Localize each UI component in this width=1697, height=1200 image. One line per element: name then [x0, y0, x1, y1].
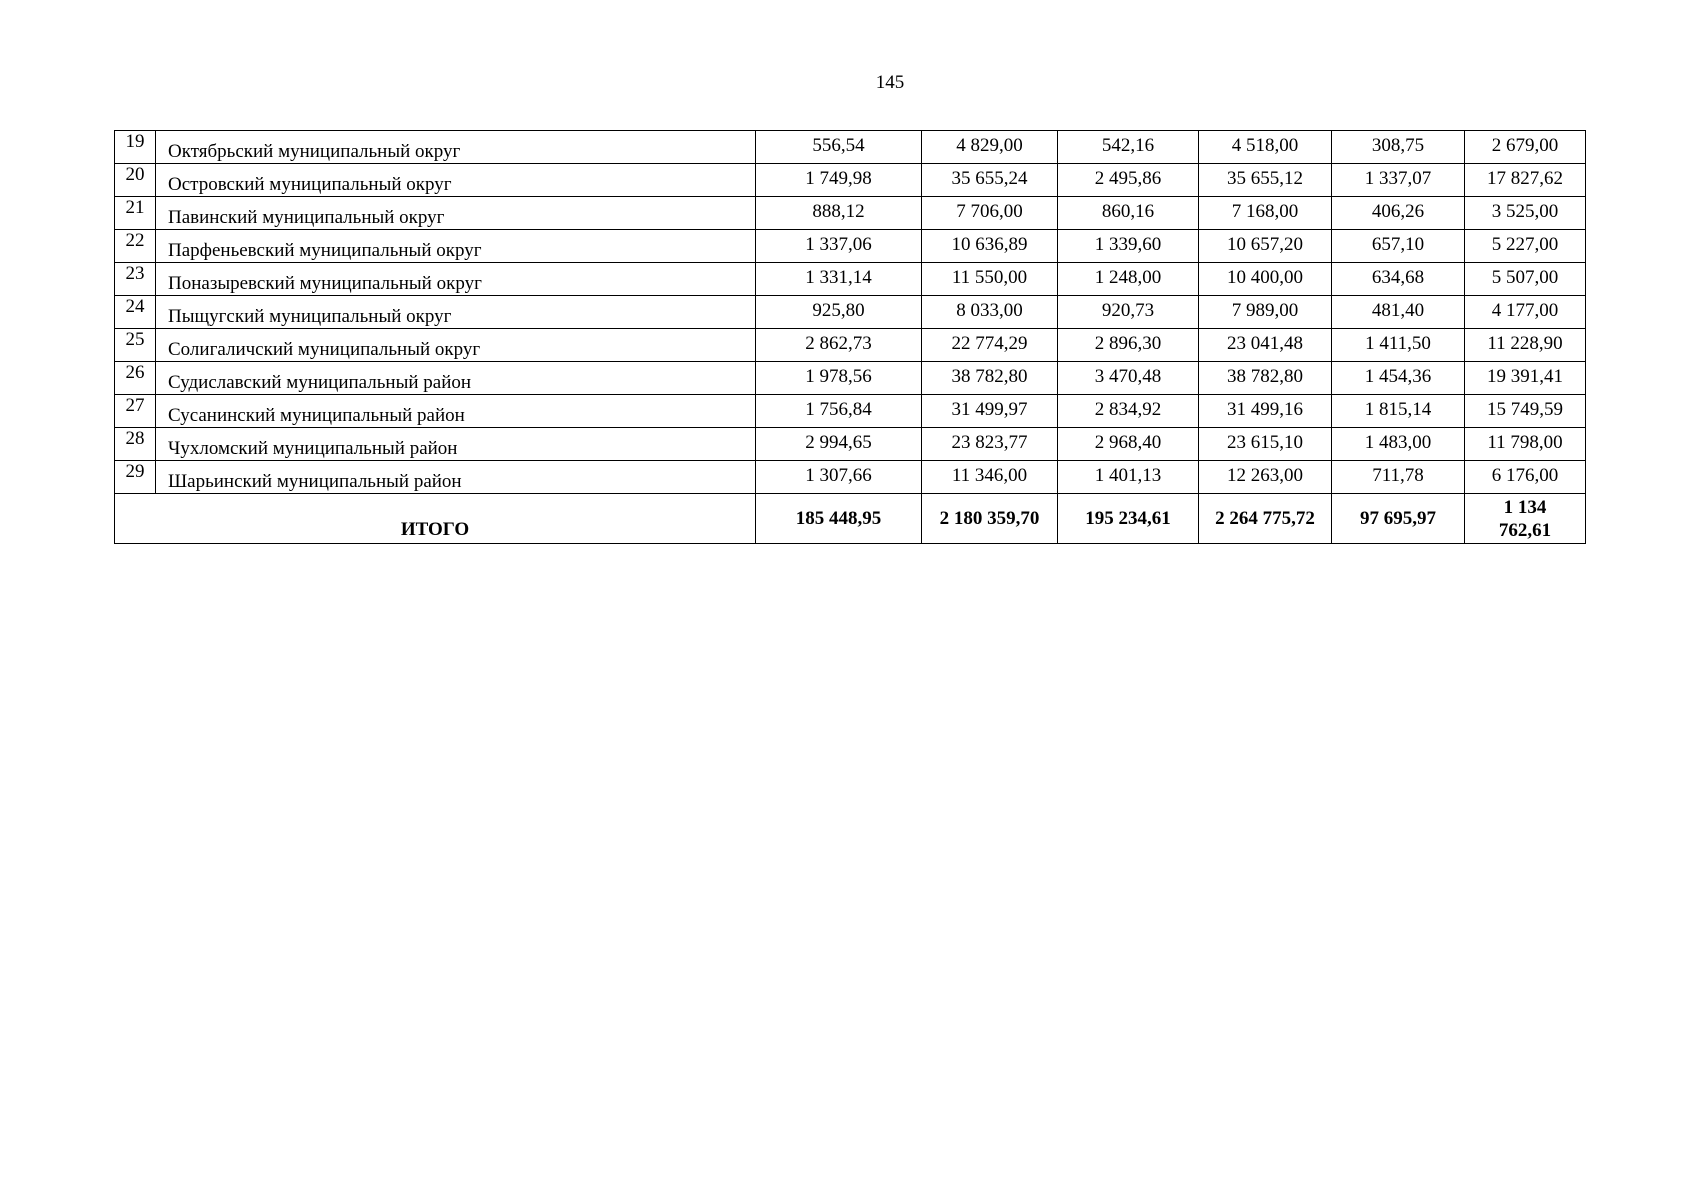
page-number: 145 — [875, 72, 905, 93]
value-cell: 406,26 — [1332, 197, 1465, 230]
value-cell: 38 782,80 — [922, 362, 1058, 395]
total-cell: 97 695,97 — [1332, 494, 1465, 544]
municipality-name: Островский муниципальный округ — [156, 164, 756, 197]
value-cell: 10 636,89 — [922, 230, 1058, 263]
value-cell: 1 248,00 — [1058, 263, 1199, 296]
value-cell: 23 615,10 — [1199, 428, 1332, 461]
value-cell: 308,75 — [1332, 131, 1465, 164]
municipality-name: Парфеньевский муниципальный округ — [156, 230, 756, 263]
row-number: 29 — [115, 461, 156, 494]
value-cell: 481,40 — [1332, 296, 1465, 329]
value-cell: 860,16 — [1058, 197, 1199, 230]
value-cell: 2 834,92 — [1058, 395, 1199, 428]
value-cell: 1 454,36 — [1332, 362, 1465, 395]
value-cell: 1 307,66 — [756, 461, 922, 494]
table-row — [115, 395, 1586, 428]
value-cell: 2 968,40 — [1058, 428, 1199, 461]
table-row — [115, 461, 1586, 494]
total-cell: 185 448,95 — [756, 494, 922, 544]
value-cell: 2 994,65 — [756, 428, 922, 461]
value-cell: 19 391,41 — [1465, 362, 1586, 395]
value-cell: 23 041,48 — [1199, 329, 1332, 362]
value-cell: 711,78 — [1332, 461, 1465, 494]
value-cell: 1 815,14 — [1332, 395, 1465, 428]
value-cell: 3 525,00 — [1465, 197, 1586, 230]
value-cell: 1 978,56 — [756, 362, 922, 395]
row-number: 23 — [115, 263, 156, 296]
table-row — [115, 362, 1586, 395]
value-cell: 925,80 — [756, 296, 922, 329]
total-last-line1: 1 134 — [1503, 496, 1547, 518]
table-body — [115, 131, 1586, 494]
value-cell: 5 507,00 — [1465, 263, 1586, 296]
value-cell: 31 499,16 — [1199, 395, 1332, 428]
value-cell: 2 495,86 — [1058, 164, 1199, 197]
value-cell: 1 756,84 — [756, 395, 922, 428]
value-cell: 4 518,00 — [1199, 131, 1332, 164]
value-cell: 1 483,00 — [1332, 428, 1465, 461]
value-cell: 634,68 — [1332, 263, 1465, 296]
municipality-name: Солигаличский муниципальный округ — [156, 329, 756, 362]
value-cell: 23 823,77 — [922, 428, 1058, 461]
value-cell: 6 176,00 — [1465, 461, 1586, 494]
table-row — [115, 131, 1586, 164]
value-cell: 5 227,00 — [1465, 230, 1586, 263]
total-cell: 195 234,61 — [1058, 494, 1199, 544]
row-number: 20 — [115, 164, 156, 197]
value-cell: 1 401,13 — [1058, 461, 1199, 494]
value-cell: 920,73 — [1058, 296, 1199, 329]
row-number: 26 — [115, 362, 156, 395]
total-cell — [1465, 494, 1586, 544]
table-row — [115, 230, 1586, 263]
value-cell: 10 400,00 — [1199, 263, 1332, 296]
value-cell: 7 168,00 — [1199, 197, 1332, 230]
value-cell: 2 862,73 — [756, 329, 922, 362]
municipality-name: Поназыревский муниципальный округ — [156, 263, 756, 296]
municipality-name: Судиславский муниципальный район — [156, 362, 756, 395]
value-cell: 1 339,60 — [1058, 230, 1199, 263]
municipality-name: Павинский муниципальный округ — [156, 197, 756, 230]
value-cell: 657,10 — [1332, 230, 1465, 263]
budget-table — [114, 130, 1586, 544]
value-cell: 8 033,00 — [922, 296, 1058, 329]
value-cell: 22 774,29 — [922, 329, 1058, 362]
value-cell: 12 263,00 — [1199, 461, 1332, 494]
municipality-name: Сусанинский муниципальный район — [156, 395, 756, 428]
total-last-line2: 762,61 — [1498, 519, 1552, 541]
total-cell: 2 180 359,70 — [922, 494, 1058, 544]
value-cell: 11 228,90 — [1465, 329, 1586, 362]
table-row — [115, 428, 1586, 461]
value-cell: 35 655,12 — [1199, 164, 1332, 197]
table-row — [115, 197, 1586, 230]
value-cell: 31 499,97 — [922, 395, 1058, 428]
value-cell: 1 411,50 — [1332, 329, 1465, 362]
municipality-name: Пыщугский муниципальный округ — [156, 296, 756, 329]
row-number: 28 — [115, 428, 156, 461]
municipality-name: Октябрьский муниципальный округ — [156, 131, 756, 164]
total-label: ИТОГО — [115, 494, 756, 544]
value-cell: 7 706,00 — [922, 197, 1058, 230]
total-cell: 2 264 775,72 — [1199, 494, 1332, 544]
value-cell: 15 749,59 — [1465, 395, 1586, 428]
value-cell: 556,54 — [756, 131, 922, 164]
row-number: 27 — [115, 395, 156, 428]
value-cell: 11 346,00 — [922, 461, 1058, 494]
table-row — [115, 263, 1586, 296]
row-number: 24 — [115, 296, 156, 329]
value-cell: 2 896,30 — [1058, 329, 1199, 362]
value-cell: 7 989,00 — [1199, 296, 1332, 329]
value-cell: 4 829,00 — [922, 131, 1058, 164]
municipality-name: Шарьинский муниципальный район — [156, 461, 756, 494]
value-cell: 4 177,00 — [1465, 296, 1586, 329]
value-cell: 3 470,48 — [1058, 362, 1199, 395]
value-cell: 542,16 — [1058, 131, 1199, 164]
table-row — [115, 329, 1586, 362]
value-cell: 17 827,62 — [1465, 164, 1586, 197]
value-cell: 11 550,00 — [922, 263, 1058, 296]
table-row — [115, 296, 1586, 329]
row-number: 22 — [115, 230, 156, 263]
row-number: 21 — [115, 197, 156, 230]
value-cell: 10 657,20 — [1199, 230, 1332, 263]
value-cell: 1 749,98 — [756, 164, 922, 197]
value-cell: 1 337,07 — [1332, 164, 1465, 197]
value-cell: 1 337,06 — [756, 230, 922, 263]
value-cell: 888,12 — [756, 197, 922, 230]
value-cell: 1 331,14 — [756, 263, 922, 296]
value-cell: 2 679,00 — [1465, 131, 1586, 164]
table-total — [115, 494, 1586, 544]
value-cell: 35 655,24 — [922, 164, 1058, 197]
total-row — [115, 494, 1586, 544]
row-number: 25 — [115, 329, 156, 362]
table-row — [115, 164, 1586, 197]
value-cell: 11 798,00 — [1465, 428, 1586, 461]
value-cell: 38 782,80 — [1199, 362, 1332, 395]
municipality-name: Чухломский муниципальный район — [156, 428, 756, 461]
row-number: 19 — [115, 131, 156, 164]
